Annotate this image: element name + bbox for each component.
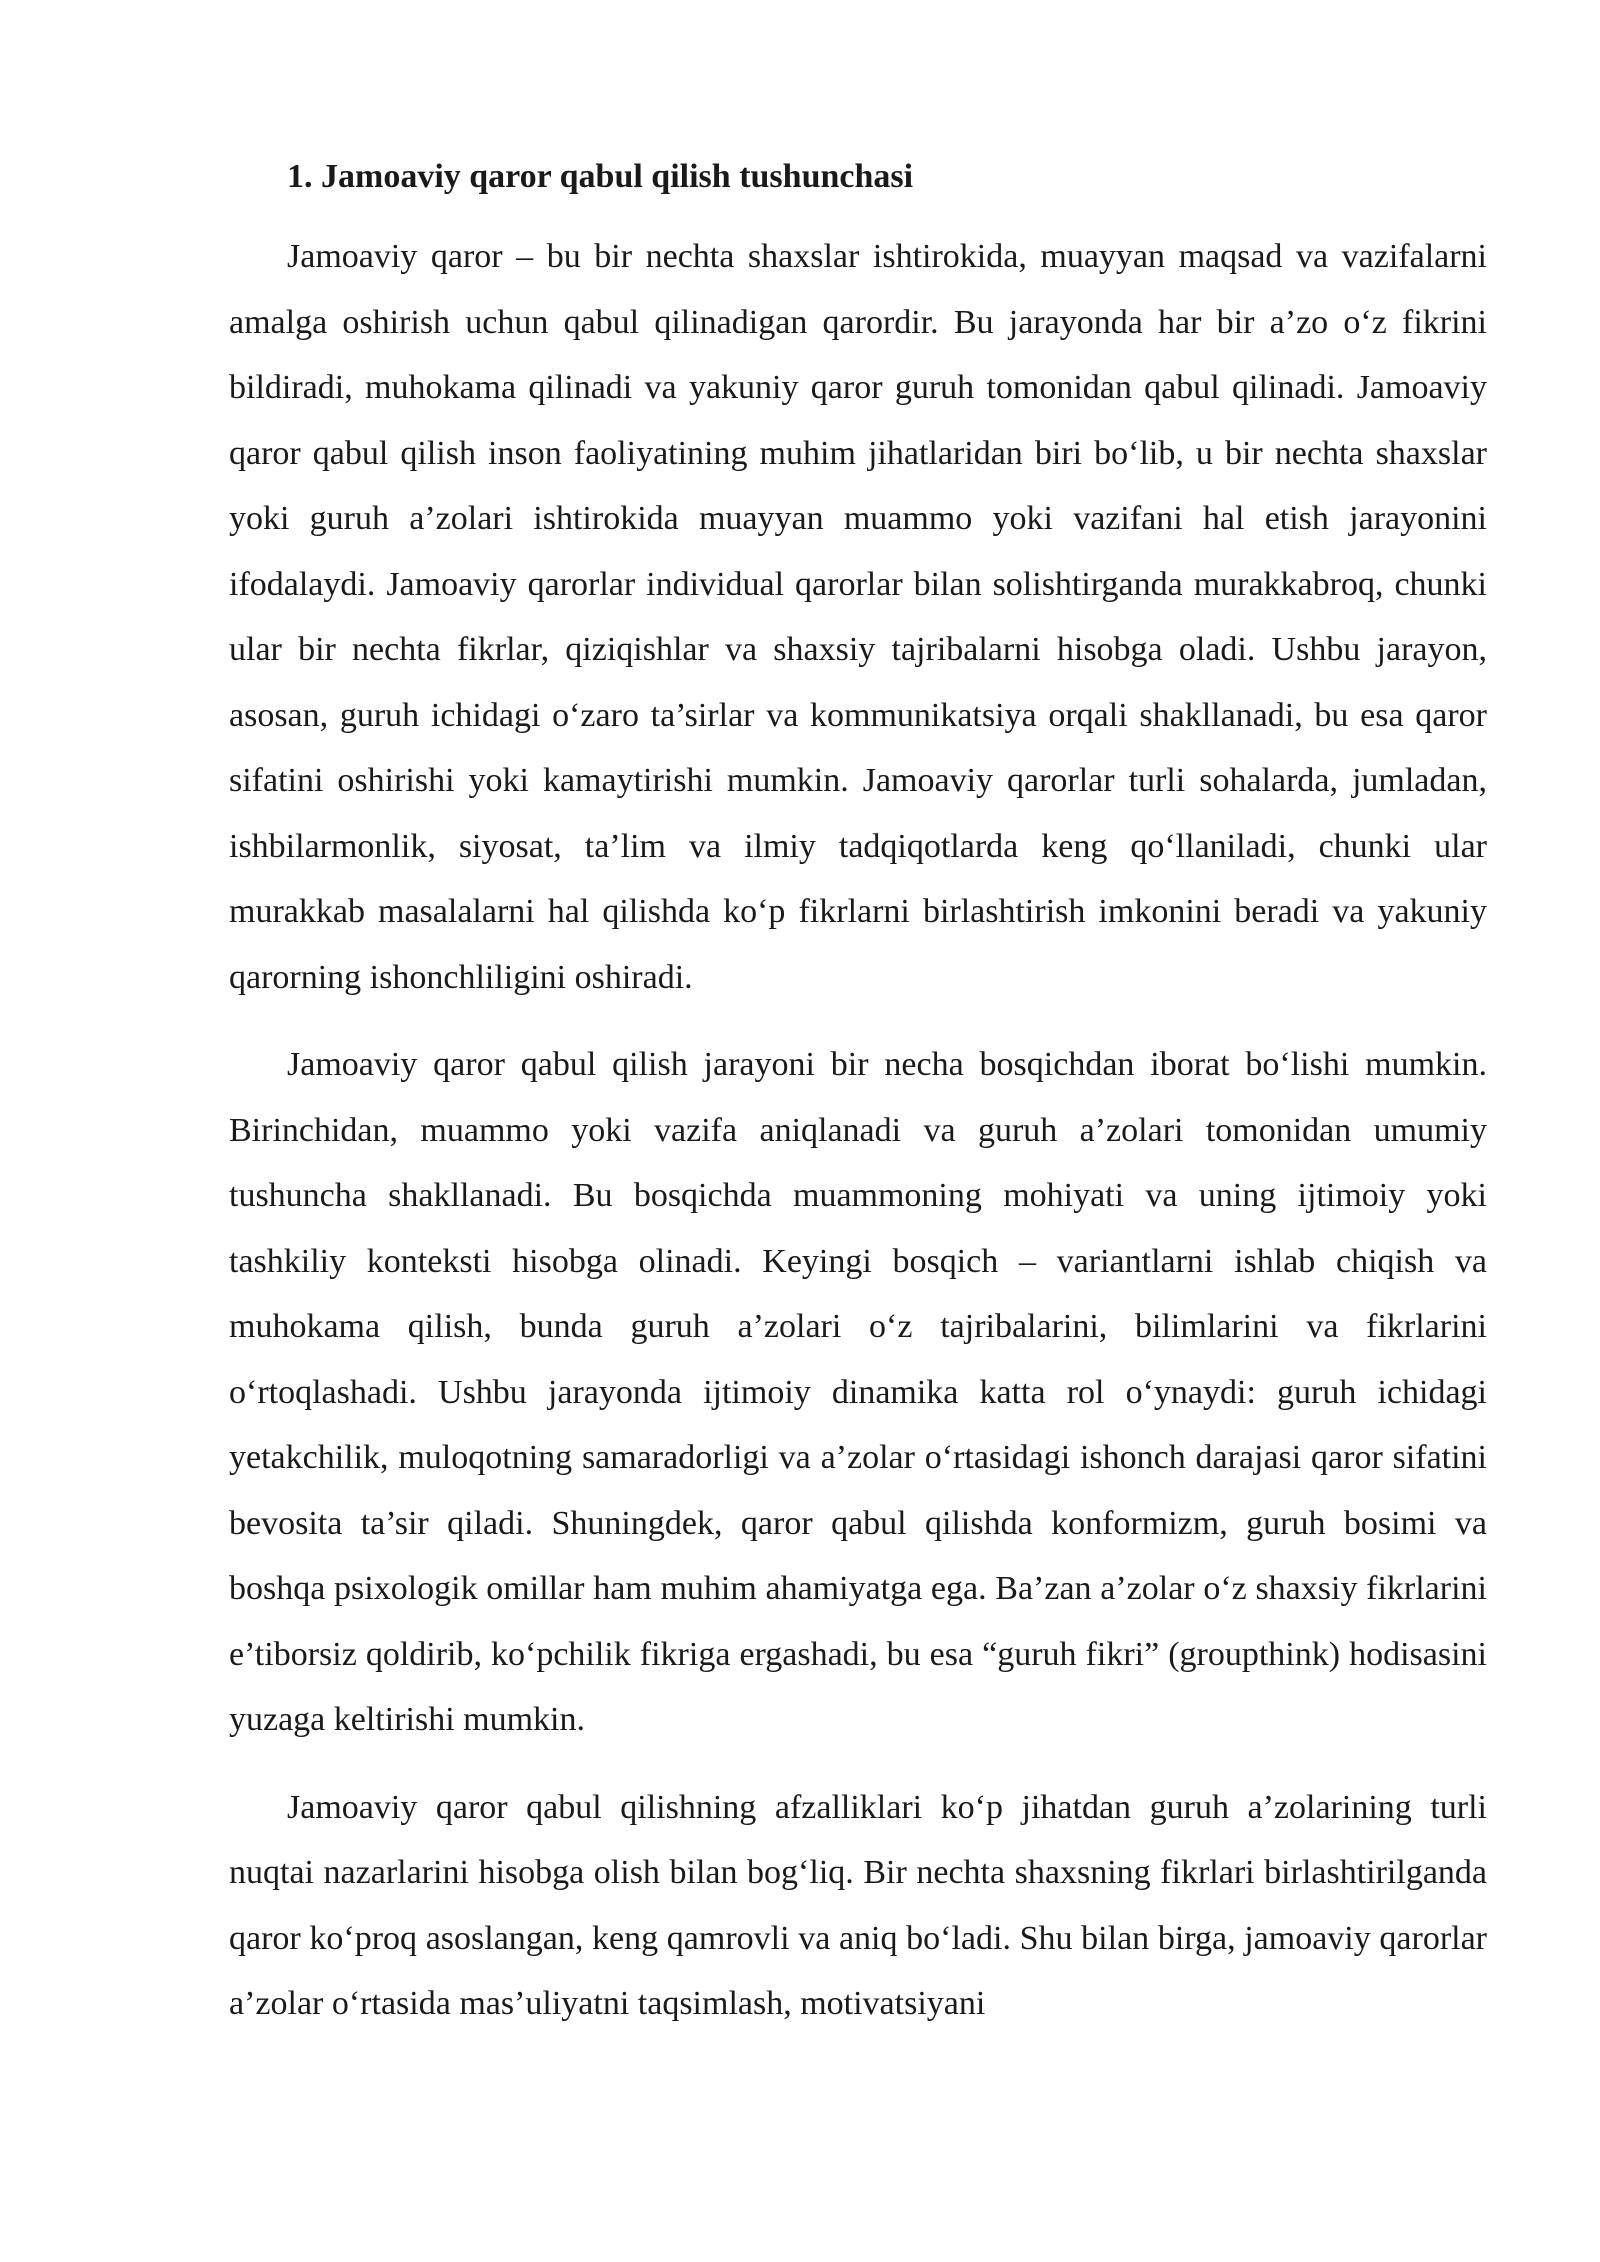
paragraph-2: Jamoaviy qaror qabul qilish jarayoni bir necha bosqichdan iborat bo‘lishi mumkin. Birinchidan, muammo yoki vazifa aniqlanadi va guruh a’zolari tomonidan umumiy tushuncha shakllanadi. Bu bosqichda muammoning mohiyati va uning ijtimoiy yoki tashkiliy konteksti hisobga olinadi. Keyingi bosqich – variantlarni ishlab chiqish va muhokama qilish, bunda guruh a’zolari o‘z tajribalarini, bilimlarini va fikrlarini o‘rtoqlashadi. Ushbu jarayonda ijtimoiy dinamika katta rol o‘ynaydi: guruh ichidagi yetakchilik, muloqotning samaradorligi va a’zolar o‘rtasidagi ishonch darajasi qaror sifatini bevosita ta’sir qiladi. Shuningdek, qaror qabul qilishda konformizm, guruh bosimi va boshqa psixologik omillar ham muhim ahamiyatga ega. Ba’zan a’zolar o‘z shaxsiy fikrlarini e’tiborsiz qoldirib, ko‘pchilik fikriga ergashadi, bu esa “guruh fikri” (groupthink) hodisasini yuzaga keltirishi mumkin. [229, 1046, 1487, 1738]
section-heading: 1. Jamoaviy qaror qabul qilish tushunchasi [287, 158, 914, 195]
page-content [229, 148, 1487, 2059]
paragraph-3: Jamoaviy qaror qabul qilishning afzalliklari ko‘p jihatdan guruh a’zolarining turli nuqtai nazarlarini hisobga olish bilan bog‘liq. Bir nechta shaxsning fikrlari birlashtirilganda qaror ko‘proq asoslangan, keng qamrovli va aniq bo‘ladi. Shu bilan birga, jamoaviy qarorlar a’zolar o‘rtasida mas’uliyatni taqsimlash, motivatsiyani [229, 1788, 1487, 2022]
paragraph-1: Jamoaviy qaror – bu bir nechta shaxslar ishtirokida, muayyan maqsad va vazifalarni amalga oshirish uchun qabul qilinadigan qarordir. Bu jarayonda har bir a’zo o‘z fikrini bildiradi, muhokama qilinadi va yakuniy qaror guruh tomonidan qabul qilinadi. Jamoaviy qaror qabul qilish inson faoliyatining muhim jihatlaridan biri bo‘lib, u bir nechta shaxslar yoki guruh a’zolari ishtirokida muayyan muammo yoki vazifani hal etish jarayonini ifodalaydi. Jamoaviy qarorlar individual qarorlar bilan solishtirganda murakkabroq, chunki ular bir nechta fikrlar, qiziqishlar va shaxsiy tajribalarni hisobga oladi. Ushbu jarayon, asosan, guruh ichidagi o‘zaro ta’sirlar va kommunikatsiya orqali shakllanadi, bu esa qaror sifatini oshirishi yoki kamaytirishi mumkin. Jamoaviy qarorlar turli sohalarda, jumladan, ishbilarmonlik, siyosat, ta’lim va ilmiy tadqiqotlarda keng qo‘llaniladi, chunki ular murakkab masalalarni hal qilishda ko‘p fikrlarni birlashtirish imkonini beradi va yakuniy qarorning ishonchliligini oshiradi. [229, 238, 1487, 996]
